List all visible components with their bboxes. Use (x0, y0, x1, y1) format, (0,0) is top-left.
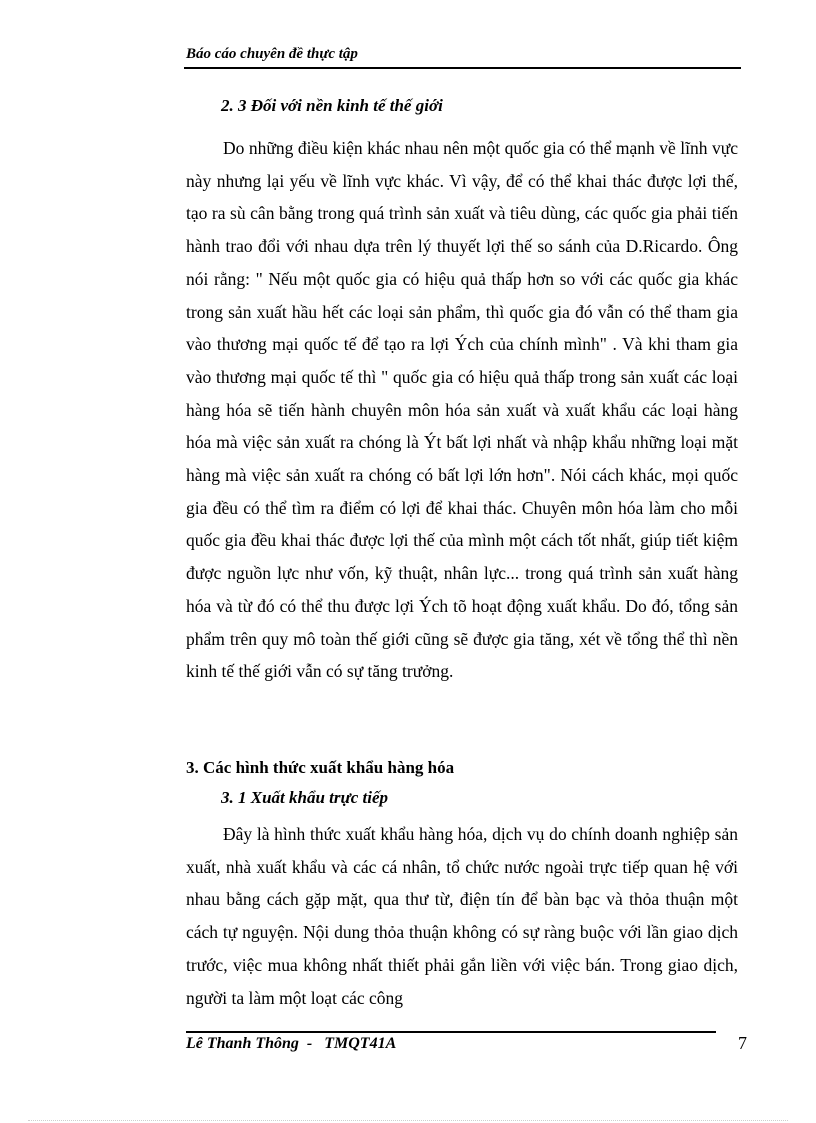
section-heading-3: 3. Các hình thức xuất khẩu hàng hóa (186, 758, 455, 777)
footer-divider (186, 1031, 716, 1033)
section-2-3-paragraph: Do những điều kiện khác nhau nên một quốc gia có thể mạnh về lĩnh vực này nhưng lại yếu về lĩnh vực khác. Vì vậy, để có thể khai thác được lợi thế, tạo ra sù cân bằng trong quá trình sản xuất và tiêu dùng, các quốc gia phải tiến hành trao đổi với nhau dựa trên lý thuyết lợi thế so sánh của D.Ricardo. Ông nói rằng: " Nếu một quốc gia có hiệu quả thấp hơn so với các quốc gia khác trong sản xuất hầu hết các loại sản phẩm, thì quốc gia đó vẫn có thể tham gia vào thương mại quốc tế để tạo ra lợi Ých của chính mình" . Và khi tham gia vào thương mại quốc tế thì " quốc gia có hiệu quả thấp trong sản xuất các loại hàng hóa sẽ tiến hành chuyên môn hóa sản xuất và xuất khẩu các loại hàng hóa mà việc sản xuất ra chóng là Ýt bất lợi nhất và nhập khẩu những loại mặt hàng mà việc sản xuất ra chóng có bất lợi lớn hơn". Nói cách khác, mọi quốc gia đều có thể tìm ra điểm có lợi để khai thác. Chuyên môn hóa làm cho mỗi quốc gia đều khai thác được lợi thế của mình một cách tốt nhất, giúp tiết kiệm được nguồn lực như vốn, kỹ thuật, nhân lực... trong quá trình sản xuất hàng hóa và từ đó có thể thu được lợi Ých tõ hoạt động xuất khẩu. Do đó, tổng sản phẩm trên quy mô toàn thế giới cũng sẽ được gia tăng, xét về tổng thể thì nền kinh tế thế giới vẫn có sự tăng trưởng. (186, 138, 738, 682)
section-3-1-paragraph: Đây là hình thức xuất khẩu hàng hóa, dịch vụ do chính doanh nghiệp sản xuất, nhà xuất khẩu và các cá nhân, tổ chức nước ngoài trực tiếp quan hệ với nhau bằng cách gặp mặt, qua thư từ, điện tín để bàn bạc và thỏa thuận một cách tự nguyện. Nội dung thỏa thuận không có sự ràng buộc với lần giao dịch trước, việc mua không nhất thiết phải gắn liền với việc bán. Trong giao dịch, người ta làm một loạt các công (186, 824, 738, 1008)
section-heading-3-1: 3. 1 Xuất khẩu trực tiếp (221, 788, 388, 807)
section-heading-2-3: 2. 3 Đối với nền kinh tế thế giới (221, 96, 443, 115)
page-bottom-dotted-border (28, 1120, 788, 1121)
page-number: 7 (738, 1033, 747, 1053)
footer-author-line: Lê Thanh Thông - TMQT41A (186, 1035, 397, 1052)
document-header-title: Báo cáo chuyên đề thực tập (186, 46, 358, 62)
header-divider (184, 67, 741, 69)
